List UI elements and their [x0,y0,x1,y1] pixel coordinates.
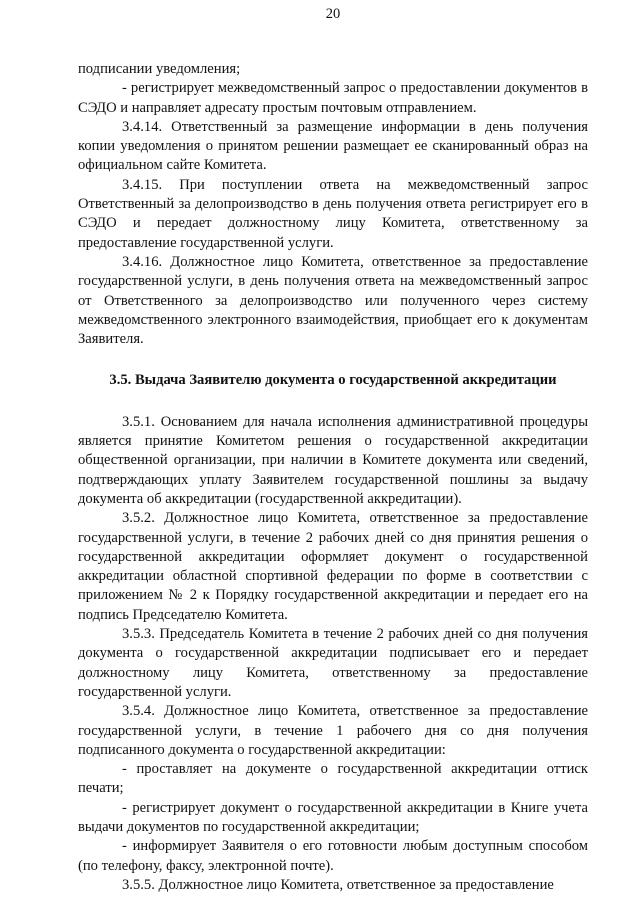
list-item-register-request: - регистрирует межведомственный запрос о предоставлении документов в СЭДО и направляет адресату простым почтовым отправлением. [78,80,588,116]
document-body [78,60,588,895]
paragraph-3-5-1: 3.5.1. Основанием для начала исполнения административной процедуры является принятие Комитетом решения о государственной аккредитации общественной организации, при наличии в Комитете документа или сведений, подтверждающих уплату Заявителем государственной пошлины за выдачу документа об аккредитации (государственной аккредитации). [78,413,588,507]
paragraph-continuation: подписании уведомления; [78,61,241,77]
paragraph-3-5-4: 3.5.4. Должностное лицо Комитета, ответственное за предоставление государственной услуги, в течение 1 рабочего дня со дня получения подписанного документа о государственной аккредитации: [78,703,588,758]
paragraph-3-4-15: 3.4.15. При поступлении ответа на межведомственный запрос Ответственный за делопроизводство в день получения ответа регистрирует его в СЭДО и передает должностному лицу Комитета, ответственному за предоставление государственной услуги. [78,176,588,251]
list-item-stamp: - проставляет на документе о государственной аккредитации оттиск печати; [78,761,588,797]
paragraph-3-5-3: 3.5.3. Председатель Комитета в течение 2 рабочих дней со дня получения документа о государственной аккредитации подписывает его и передает должностному лицу Комитета, ответственному за предоставление государственной услуги. [78,626,588,700]
paragraph-3-5-2: 3.5.2. Должностное лицо Комитета, ответственное за предоставление государственной услуги, в течение 2 рабочих дней со дня принятия решения о государственной аккредитации оформляет документ о государственной аккредитации областной спортивной федерации по форме в соответствии с приложением № 2 к Порядку государственной аккредитации и передает его на подпись Председателю Комитета. [78,510,588,623]
page-number: 20 [325,6,341,22]
section-heading-3-5: 3.5. Выдача Заявителю документа о государственной аккредитации [109,372,557,389]
list-item-register-document: - регистрирует документ о государственной аккредитации в Книге учета выдачи документов по государственной аккредитации; [78,799,588,835]
paragraph-3-5-5: 3.5.5. Должностное лицо Комитета, ответственное за предоставление [122,876,554,893]
list-item-inform-applicant: - информирует Заявителя о его готовности любым доступным способом (по телефону, факсу, электронной почте). [78,838,588,874]
paragraph-3-4-16: 3.4.16. Должностное лицо Комитета, ответственное за предоставление государственной услуги, в день получения ответа на межведомственный запрос от Ответственного за делопроизводство или полученного через систему межведомственного электронного взаимодействия, приобщает его к документам Заявителя. [78,253,588,348]
paragraph-3-4-14: 3.4.14. Ответственный за размещение информации в день получения копии уведомления о принятом решении размещает ее сканированный образ на официальном сайте Комитета. [78,118,588,174]
